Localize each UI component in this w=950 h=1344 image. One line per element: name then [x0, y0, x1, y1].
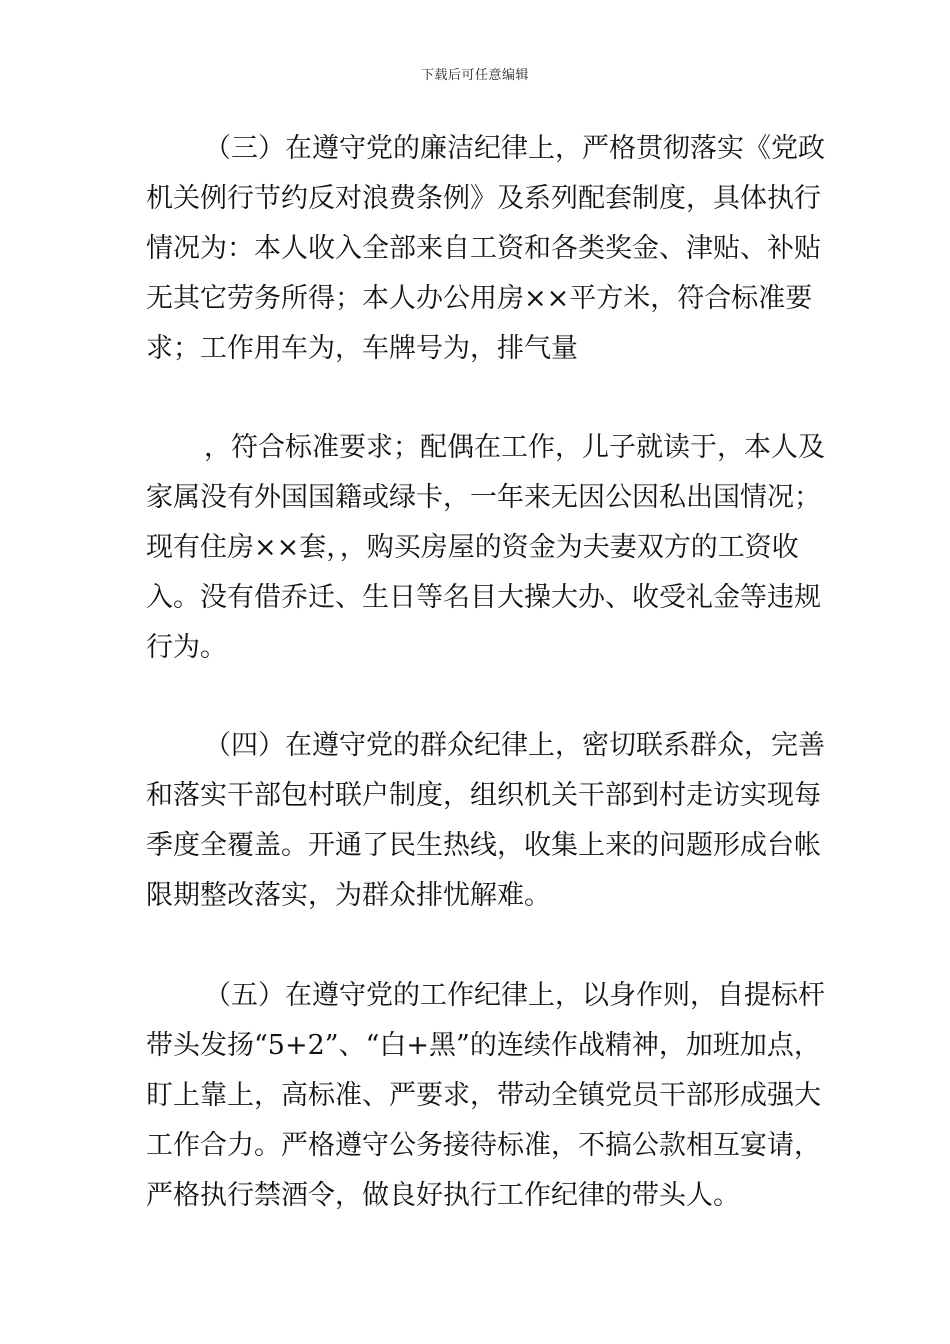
text-line: （三）在遵守党的廉洁纪律上，严格贯彻落实《党政: [204, 133, 825, 164]
text-line: 家属没有外国国籍或绿卡，一年来无因公因私出国情况；: [146, 482, 821, 513]
paragraph-mass-discipline: [146, 721, 836, 921]
text-line: 限期整改落实，为群众排忧解难。: [146, 880, 551, 911]
page-header: 下载后可任意编辑: [420, 68, 529, 83]
text-line: 工作合力。严格遵守公务接待标准，不搞公款相互宴请，: [146, 1130, 821, 1161]
text-line: 入。没有借乔迁、生日等名目大操大办、收受礼金等违规: [146, 582, 821, 613]
text-line: 机关例行节约反对浪费条例》及系列配套制度，具体执行: [146, 183, 821, 214]
text-line: 季度全覆盖。开通了民生热线，收集上来的问题形成台帐: [146, 830, 821, 861]
paragraph-work-discipline: [146, 971, 836, 1221]
text-line: 带头发扬“5+2”、“白+黑”的连续作战精神，加班加点，: [146, 1030, 821, 1061]
text-line: （四）在遵守党的群众纪律上，密切联系群众，完善: [204, 730, 825, 761]
text-line: 无其它劳务所得；本人办公用房××平方米，符合标准要: [146, 283, 813, 314]
text-line: 和落实干部包村联户制度，组织机关干部到村走访实现每: [146, 780, 821, 811]
paragraph-integrity-continued: [146, 423, 836, 673]
text-line: 现有住房××套，，购买房屋的资金为夫妻双方的工资收: [146, 532, 799, 563]
text-line: 严格执行禁酒令，做良好执行工作纪律的带头人。: [146, 1180, 740, 1211]
paragraph-integrity-discipline: [146, 124, 836, 374]
text-line: （五）在遵守党的工作纪律上，以身作则，自提标杆: [204, 980, 825, 1011]
text-line: 盯上靠上，高标准、严要求，带动全镇党员干部形成强大: [146, 1080, 821, 1111]
text-line: ，符合标准要求；配偶在工作，儿子就读于，本人及: [204, 432, 825, 463]
text-line: 情况为：本人收入全部来自工资和各类奖金、津贴、补贴: [146, 233, 821, 264]
text-line: 求；工作用车为，车牌号为，排气量: [146, 333, 578, 364]
text-line: 行为。: [146, 632, 227, 663]
